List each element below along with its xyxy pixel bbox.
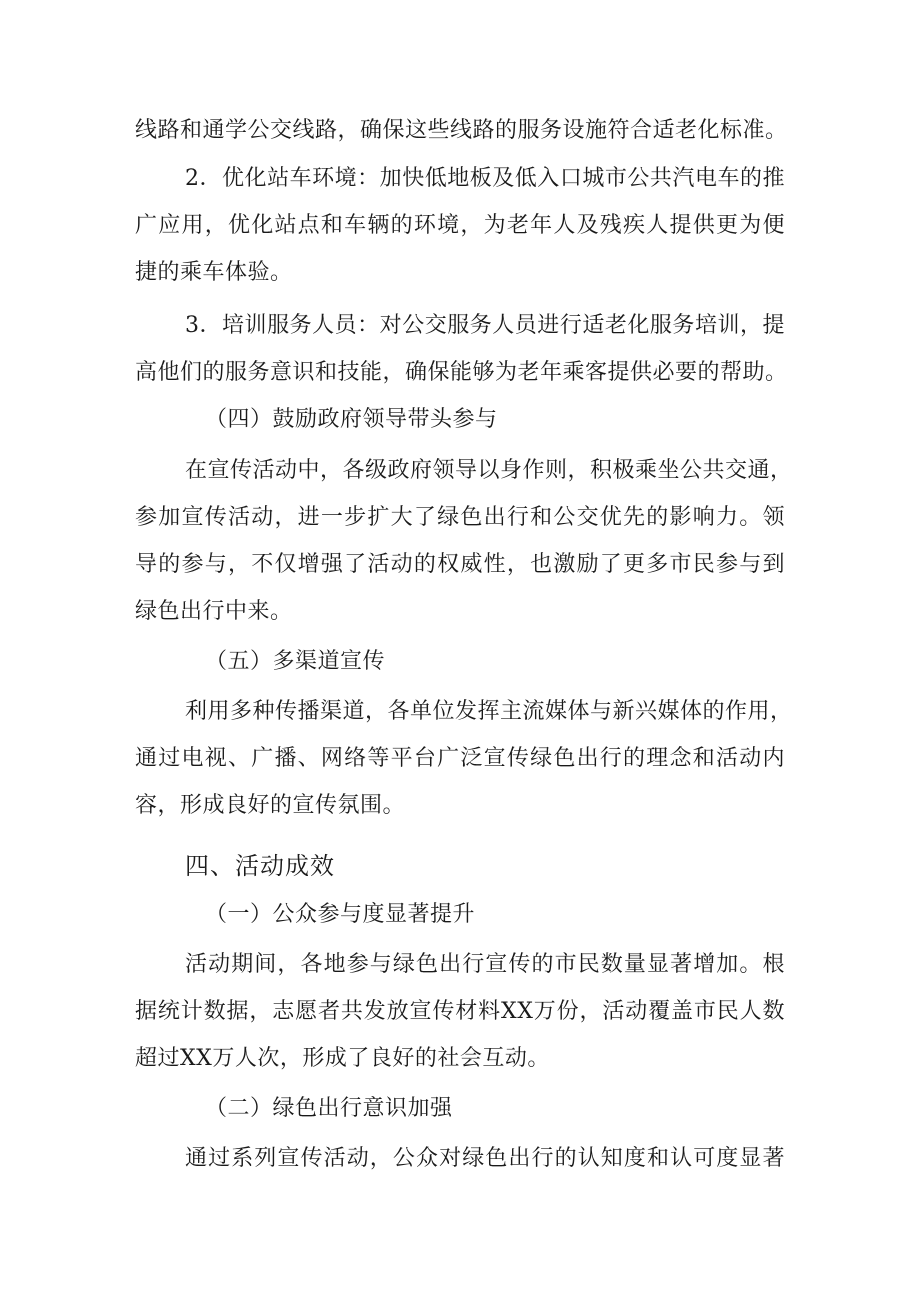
body-text-line: 绿色出行中来。 [135, 599, 293, 624]
body-text-line: 导的参与，不仅增强了活动的权威性，也激励了更多市民参与到 [135, 552, 785, 577]
subheading-leadership: （四）鼓励政府领导带头参与 [205, 407, 498, 432]
body-text-line: 超过XX万人次，形成了良好的社会互动。 [135, 1046, 550, 1071]
section-heading: 四、活动成效 [185, 852, 335, 880]
body-text-line: 在宣传活动中，各级政府领导以身作则，积极乘坐公共交通， [185, 458, 793, 483]
body-text-line: 参加宣传活动，进一步扩大了绿色出行和公交优先的影响力。领 [135, 505, 785, 530]
body-text-line: 利用多种传播渠道，各单位发挥主流媒体与新兴媒体的作用， [185, 699, 793, 724]
body-text-line: 容，形成良好的宣传氛围。 [135, 793, 406, 818]
subheading-multichannel: （五）多渠道宣传 [205, 649, 386, 674]
subheading-public-participation: （一）公众参与度显著提升 [205, 902, 476, 927]
list-item-optimize-stations: 2．优化站车环境：加快低地板及低入口城市公共汽电车的推 [185, 166, 785, 191]
body-text-line: 据统计数据，志愿者共发放宣传材料XX万份，活动覆盖市民人数 [135, 999, 785, 1024]
subheading-green-awareness: （二）绿色出行意识加强 [205, 1096, 453, 1121]
body-text-line: 捷的乘车体验。 [135, 260, 293, 285]
body-text-line: 通过电视、广播、网络等平台广泛宣传绿色出行的理念和活动内 [135, 746, 785, 771]
body-text-line: 广应用，优化站点和车辆的环境，为老年人及残疾人提供更为便 [135, 213, 785, 238]
body-text-line: 活动期间，各地参与绿色出行宣传的市民数量显著增加。根 [185, 952, 785, 977]
body-text-line: 线路和通学公交线路，确保这些线路的服务设施符合适老化标准。 [135, 118, 788, 143]
body-text-line: 高他们的服务意识和技能，确保能够为老年乘客提供必要的帮助。 [135, 360, 788, 385]
body-text-line: 通过系列宣传活动，公众对绿色出行的认知度和认可度显著 [185, 1146, 785, 1171]
list-item-train-staff: 3．培训服务人员：对公交服务人员进行适老化服务培训，提 [185, 313, 785, 338]
